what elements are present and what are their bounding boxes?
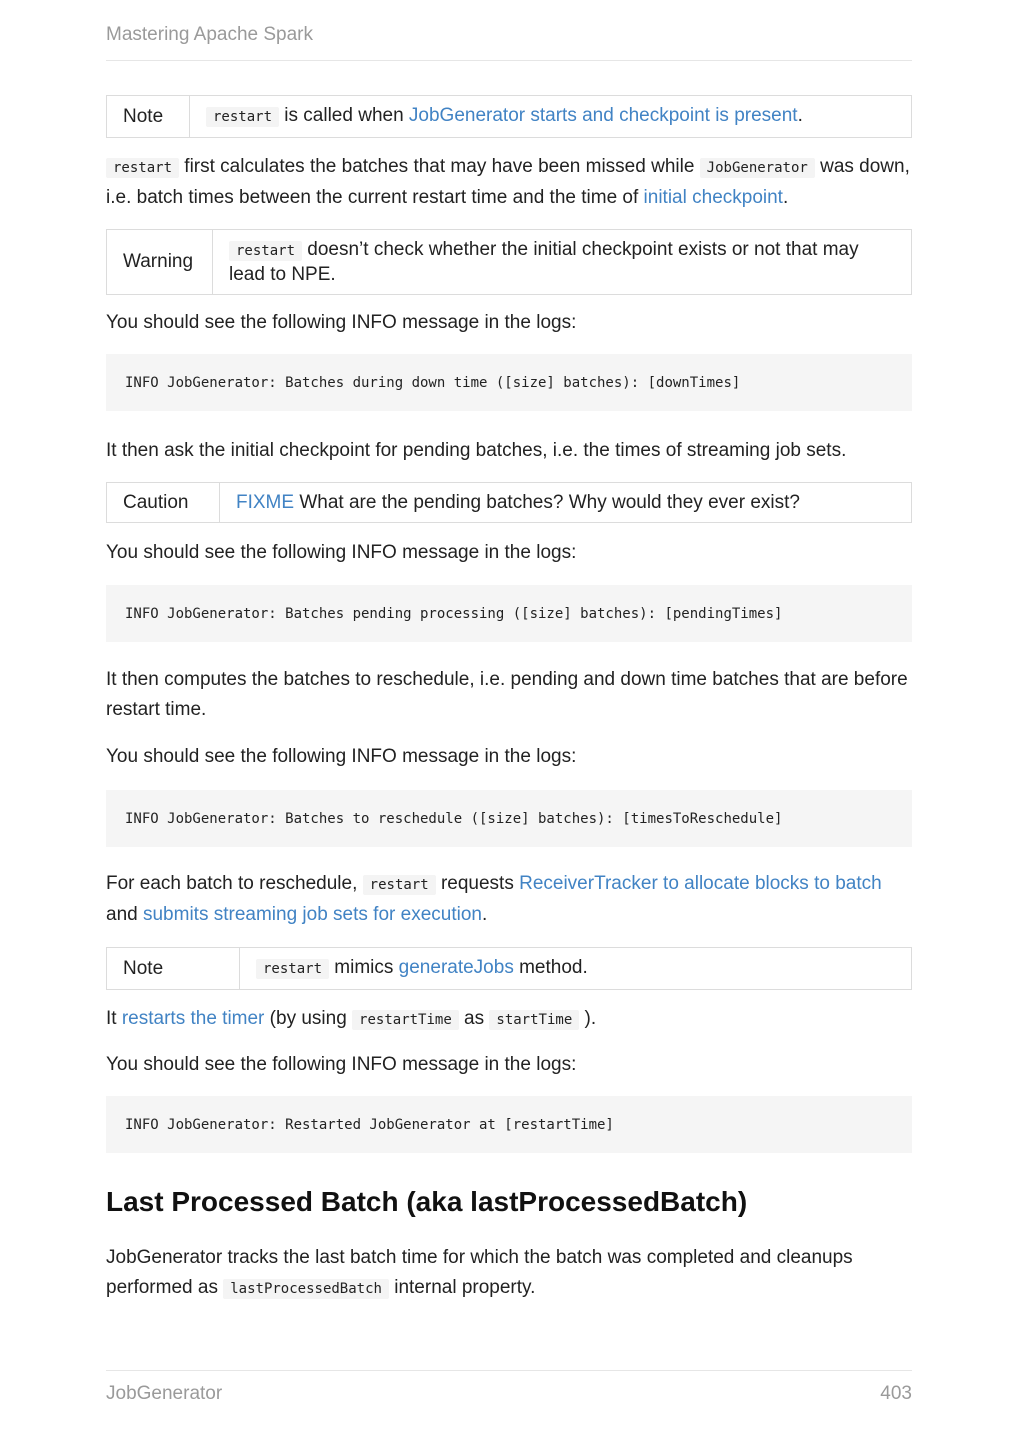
- link-fixme[interactable]: FIXME: [236, 492, 295, 513]
- code-block: INFO JobGenerator: Batches during down time ([size] batches): [downTimes]: [106, 354, 912, 411]
- inline-code: startTime: [489, 1010, 579, 1030]
- code-block: INFO JobGenerator: Batches to reschedule ([size] batches): [timesToReschedule]: [106, 790, 912, 847]
- warning-admonition: [106, 229, 912, 295]
- paragraph: restart first calculates the batches that may have been missed while JobGenerator was down, i.e. batch times between the current restart time and the time of initial checkpoint.: [106, 156, 910, 208]
- paragraph: It then computes the batches to reschedule, i.e. pending and down time batches that are before restart time.: [106, 669, 908, 720]
- admonition-label: Note: [107, 948, 240, 990]
- paragraph: You should see the following INFO message in the logs:: [106, 1054, 577, 1075]
- paragraph: It restarts the timer (by using restartTime as startTime ).: [106, 1008, 597, 1029]
- code-block: INFO JobGenerator: Restarted JobGenerator at [restartTime]: [106, 1096, 912, 1153]
- inline-code: restart: [363, 875, 436, 895]
- link-jobgenerator-starts[interactable]: JobGenerator starts and checkpoint is present: [408, 105, 798, 126]
- inline-code: JobGenerator: [700, 158, 815, 178]
- page-header: [106, 24, 912, 61]
- paragraph: For each batch to reschedule, restart requests ReceiverTracker to allocate blocks to batch and submits streaming job sets for execution.: [106, 873, 882, 925]
- link-generatejobs[interactable]: generateJobs: [398, 957, 514, 978]
- inline-code: restart: [206, 107, 279, 127]
- code-block: INFO JobGenerator: Batches pending processing ([size] batches): [pendingTimes]: [106, 585, 912, 642]
- caution-admonition: [106, 482, 912, 523]
- admonition-content: restart is called when JobGenerator starts and checkpoint is present.: [190, 96, 912, 138]
- paragraph: You should see the following INFO message in the logs:: [106, 746, 577, 767]
- link-receivertracker-allocate[interactable]: ReceiverTracker to allocate blocks to batch: [519, 873, 882, 894]
- admonition-label: Warning: [107, 230, 213, 295]
- paragraph: It then ask the initial checkpoint for pending batches, i.e. the times of streaming job sets.: [106, 440, 847, 461]
- admonition-label: Caution: [107, 483, 220, 523]
- paragraph: You should see the following INFO message in the logs:: [106, 312, 577, 333]
- link-initial-checkpoint[interactable]: initial checkpoint: [643, 187, 783, 208]
- link-submits-job-sets[interactable]: submits streaming job sets for execution: [142, 904, 482, 925]
- page-number: 403: [880, 1383, 912, 1404]
- admonition-content: restart doesn’t check whether the initial checkpoint exists or not that may lead to NPE.: [213, 230, 912, 295]
- note-admonition: [106, 95, 912, 138]
- paragraph: You should see the following INFO message in the logs:: [106, 542, 577, 563]
- inline-code: restartTime: [352, 1010, 459, 1030]
- inline-code: restart: [106, 158, 179, 178]
- inline-code: restart: [229, 241, 302, 261]
- admonition-content: FIXME What are the pending batches? Why would they ever exist?: [220, 483, 912, 523]
- section-heading-wrap: [106, 1186, 912, 1218]
- page-footer: [106, 1370, 912, 1405]
- section-heading: Last Processed Batch (aka lastProcessedBatch): [106, 1186, 748, 1217]
- link-restarts-timer[interactable]: restarts the timer: [121, 1008, 265, 1029]
- book-title: Mastering Apache Spark: [106, 24, 314, 45]
- paragraph: JobGenerator tracks the last batch time for which the batch was completed and cleanups performed as lastProcessedBatch internal property.: [106, 1247, 853, 1298]
- inline-code: lastProcessedBatch: [223, 1279, 389, 1299]
- inline-code: restart: [256, 959, 329, 979]
- admonition-label: Note: [107, 96, 190, 138]
- note-admonition: [106, 947, 912, 990]
- admonition-content: restart mimics generateJobs method.: [240, 948, 912, 990]
- chapter-title: JobGenerator: [106, 1383, 223, 1404]
